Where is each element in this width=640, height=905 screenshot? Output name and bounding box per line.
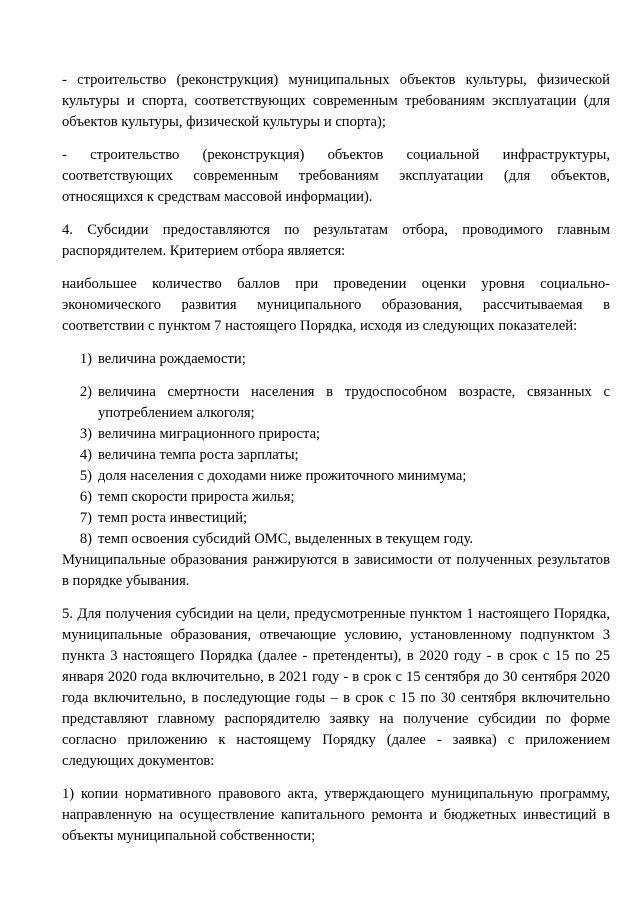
list-number: 3) — [79, 426, 92, 442]
list-number: 1) — [79, 351, 92, 367]
indicator-list — [62, 349, 610, 550]
document-page — [62, 70, 610, 847]
list-item — [62, 508, 610, 529]
paragraph-document-1: 1) копии нормативного правового акта, утверждающего муниципальную программу, направленную на осуществление капитального ремонта и бюджетных инвестиций в объекты муниципальной собственности; — [62, 786, 610, 844]
list-text: величина миграционного прироста; — [98, 426, 321, 442]
paragraph-ranking: Муниципальные образования ранжируются в зависимости от полученных результатов в порядке убывания. — [62, 552, 610, 589]
list-item — [62, 424, 610, 445]
list-number: 4) — [79, 447, 92, 463]
list-item — [62, 445, 610, 466]
paragraph-criteria: наибольшее количество баллов при проведении оценки уровня социально-экономического развития муниципального образования, рассчитываемая в соответствии с пунктом 7 настоящего Порядка, исходя из следующих показателей: — [62, 276, 610, 334]
list-text: величина рождаемости; — [98, 351, 246, 367]
list-number: 6) — [79, 489, 92, 505]
list-text: доля населения с доходами ниже прожиточного минимума; — [98, 468, 467, 484]
list-item — [62, 466, 610, 487]
list-text: величина темпа роста зарплаты; — [98, 447, 299, 463]
paragraph-section-5: 5. Для получения субсидии на цели, предусмотренные пунктом 1 настоящего Порядка, муниципальные образования, отвечающие условию, установленному подпунктом 3 пункта 3 настоящего Порядка (далее - претенденты), в 2020 году - в срок с 15 по 25 января 2020 года включительно, в 2021 году - в срок с 15 сентября до 30 сентября 2020 года включительно, в последующие годы – в срок с 15 по 30 сентября включительно представляют главному распорядителю заявку на получение субсидии по форме согласно приложению к настоящему Порядку (далее - заявка) с приложением следующих документов: — [62, 606, 610, 769]
list-text: темп освоения субсидий ОМС, выделенных в текущем году. — [98, 531, 474, 547]
list-number: 5) — [79, 468, 92, 484]
paragraph-social-infrastructure: - строительство (реконструкция) объектов социальной инфраструктуры, соответствующих современным требованиям эксплуатации (для объектов, относящихся к средствам массовой информации). — [62, 147, 610, 205]
list-number: 8) — [79, 531, 92, 547]
list-item — [62, 382, 610, 424]
paragraph-culture-sport: - строительство (реконструкция) муниципальных объектов культуры, физической культуры и спорта, соответствующих современным требованиям эксплуатации (для объектов культуры, физической культуры и спорта); — [62, 72, 610, 130]
paragraph-section-4: 4. Субсидии предоставляются по результатам отбора, проводимого главным распорядителем. Критерием отбора является: — [62, 222, 610, 259]
list-text: темп роста инвестиций; — [98, 510, 248, 526]
list-item — [62, 529, 610, 550]
list-text: величина смертности населения в трудоспособном возрасте, связанных с употреблением алкоголя; — [98, 384, 610, 421]
list-item — [62, 487, 610, 508]
list-text: темп скорости прироста жилья; — [98, 489, 295, 505]
list-number: 7) — [79, 510, 92, 526]
list-number: 2) — [79, 384, 92, 400]
list-item — [62, 349, 610, 370]
